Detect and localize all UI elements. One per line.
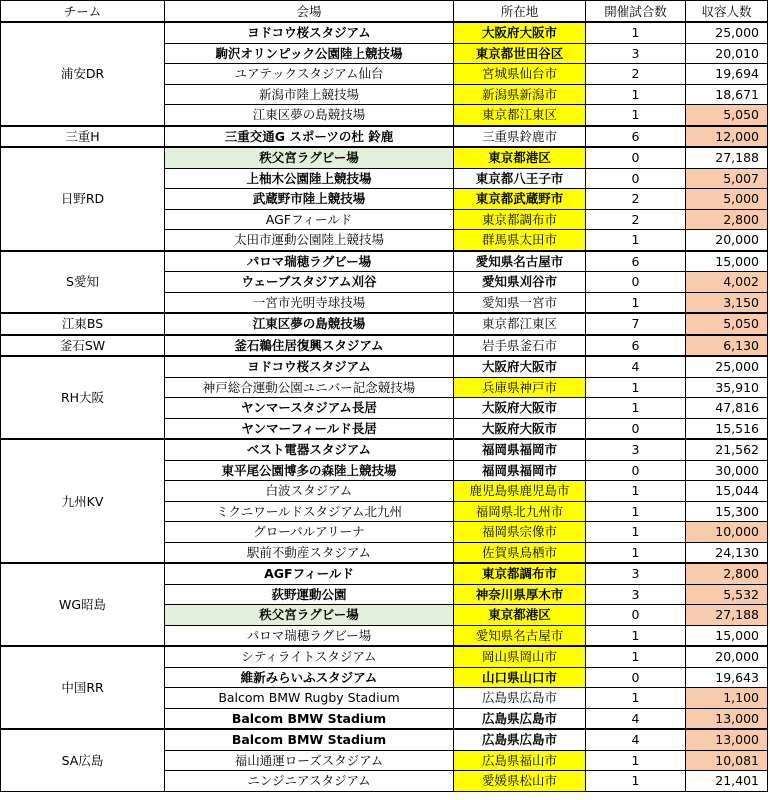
games-cell[interactable]: 4 [586,356,686,377]
location-cell[interactable]: 大阪府大阪市 [454,356,586,377]
venue-cell[interactable]: 荻野運動公園 [165,584,454,605]
table-row [1,147,768,168]
venue-cell[interactable]: Balcom BMW Stadium [165,729,454,750]
games-cell[interactable]: 1 [586,377,686,398]
venue-cell[interactable]: パロマ瑞穂ラグビー場 [165,251,454,272]
table-row [1,729,768,750]
location-cell[interactable]: 愛知県刈谷市 [454,272,586,293]
venue-cell[interactable]: Balcom BMW Stadium [165,708,454,729]
capacity-cell[interactable]: 5,050 [686,313,768,335]
games-cell[interactable]: 1 [586,771,686,792]
location-cell[interactable]: 広島県広島市 [454,688,586,709]
location-cell[interactable]: 広島県広島市 [454,729,586,750]
games-cell[interactable]: 1 [586,22,686,43]
capacity-cell[interactable]: 2,800 [686,563,768,584]
games-cell[interactable]: 7 [586,313,686,335]
location-cell[interactable]: 宮城県仙台市 [454,64,586,85]
venue-cell[interactable]: ベスト電器スタジアム [165,439,454,460]
venue-cell[interactable]: Balcom BMW Rugby Stadium [165,688,454,709]
table-row [1,356,768,377]
venue-cell[interactable]: 駅前不動産スタジアム [165,542,454,563]
venue-cell[interactable]: 駒沢オリンピック公園陸上競技場 [165,43,454,64]
location-cell[interactable]: 山口県山口市 [454,667,586,688]
games-cell[interactable]: 6 [586,251,686,272]
venue-cell[interactable]: 江東区夢の島競技場 [165,313,454,335]
games-cell[interactable]: 1 [586,522,686,543]
location-cell[interactable]: 大阪府大阪市 [454,398,586,419]
table-row [1,646,768,667]
venue-cell[interactable]: シティライトスタジアム [165,646,454,667]
capacity-cell[interactable]: 6,130 [686,335,768,357]
venue-cell[interactable]: 上柚木公園陸上競技場 [165,168,454,189]
table-row [1,439,768,460]
team-cell[interactable]: 中国RR [1,646,165,729]
location-cell[interactable]: 鹿児島県鹿児島市 [454,481,586,502]
games-cell[interactable]: 1 [586,105,686,126]
venue-cell[interactable]: 三重交通G スポーツの杜 鈴鹿 [165,126,454,148]
games-cell[interactable]: 0 [586,272,686,293]
venue-cell[interactable]: ミクニワールドスタジアム北九州 [165,501,454,522]
venue-cell[interactable]: 維新みらいふスタジアム [165,667,454,688]
header-games[interactable]: 開催試合数 [586,1,686,23]
capacity-cell[interactable]: 27,188 [686,605,768,626]
capacity-cell[interactable]: 5,007 [686,168,768,189]
venue-cell[interactable]: 太田市運動公園陸上競技場 [165,230,454,251]
location-cell[interactable]: 佐賀県鳥栖市 [454,542,586,563]
games-cell[interactable]: 0 [586,418,686,439]
games-cell[interactable]: 4 [586,729,686,750]
capacity-cell[interactable]: 47,816 [686,398,768,419]
location-cell[interactable]: 愛媛県松山市 [454,771,586,792]
games-cell[interactable]: 0 [586,168,686,189]
location-cell[interactable]: 愛知県名古屋市 [454,625,586,646]
location-cell[interactable]: 大阪府大阪市 [454,22,586,43]
location-cell[interactable]: 群馬県太田市 [454,230,586,251]
location-cell[interactable]: 岩手県釜石市 [454,335,586,357]
location-cell[interactable]: 東京都江東区 [454,313,586,335]
venue-cell[interactable]: 新潟市陸上競技場 [165,84,454,105]
location-cell[interactable]: 広島県福山市 [454,750,586,771]
capacity-cell[interactable]: 5,050 [686,105,768,126]
location-cell[interactable]: 東京都港区 [454,605,586,626]
location-cell[interactable]: 広島県広島市 [454,708,586,729]
capacity-cell[interactable]: 4,002 [686,272,768,293]
venue-cell[interactable]: パロマ瑞穂ラグビー場 [165,625,454,646]
team-cell[interactable]: 日野RD [1,147,165,251]
games-cell[interactable]: 1 [586,542,686,563]
games-cell[interactable]: 3 [586,584,686,605]
capacity-cell[interactable]: 25,000 [686,356,768,377]
capacity-cell[interactable]: 15,300 [686,501,768,522]
location-cell[interactable]: 愛知県一宮市 [454,292,586,313]
venue-cell[interactable]: 釜石鵜住居復興スタジアム [165,335,454,357]
header-location[interactable]: 所在地 [454,1,586,23]
games-cell[interactable]: 1 [586,84,686,105]
games-cell[interactable]: 2 [586,189,686,210]
games-cell[interactable]: 6 [586,126,686,148]
games-cell[interactable]: 2 [586,209,686,230]
capacity-cell[interactable]: 27,188 [686,147,768,168]
capacity-cell[interactable]: 15,044 [686,481,768,502]
team-cell[interactable]: WG昭島 [1,563,165,646]
venue-cell[interactable]: AGFフィールド [165,563,454,584]
venue-cell[interactable]: 白波スタジアム [165,481,454,502]
capacity-cell[interactable]: 24,130 [686,542,768,563]
header-team[interactable]: チーム [1,1,165,23]
games-cell[interactable]: 0 [586,605,686,626]
games-cell[interactable]: 1 [586,292,686,313]
capacity-cell[interactable]: 30,000 [686,460,768,481]
location-cell[interactable]: 東京都世田谷区 [454,43,586,64]
games-cell[interactable]: 1 [586,501,686,522]
venue-cell[interactable]: ユアテックスタジアム仙台 [165,64,454,85]
location-cell[interactable]: 福岡県福岡市 [454,460,586,481]
location-cell[interactable]: 東京都調布市 [454,563,586,584]
venue-cell[interactable]: 東平尾公園博多の森陸上競技場 [165,460,454,481]
location-cell[interactable]: 東京都八王子市 [454,168,586,189]
games-cell[interactable]: 0 [586,667,686,688]
games-cell[interactable]: 3 [586,43,686,64]
capacity-cell[interactable]: 19,694 [686,64,768,85]
location-cell[interactable]: 東京都江東区 [454,105,586,126]
games-cell[interactable]: 3 [586,439,686,460]
games-cell[interactable]: 0 [586,460,686,481]
games-cell[interactable]: 1 [586,230,686,251]
venue-cell[interactable]: AGFフィールド [165,209,454,230]
header-row [1,1,768,23]
location-cell[interactable]: 東京都調布市 [454,209,586,230]
location-cell[interactable]: 東京都港区 [454,147,586,168]
table-row [1,313,768,335]
table-row [1,563,768,584]
location-cell[interactable]: 神奈川県厚木市 [454,584,586,605]
venue-cell[interactable]: ヨドコウ桜スタジアム [165,356,454,377]
team-cell[interactable]: 九州KV [1,439,165,563]
capacity-cell[interactable]: 20,010 [686,43,768,64]
games-cell[interactable]: 1 [586,625,686,646]
team-cell[interactable]: 釜石SW [1,335,165,357]
capacity-cell[interactable]: 5,532 [686,584,768,605]
location-cell[interactable]: 新潟県新潟市 [454,84,586,105]
venue-cell[interactable]: ニンジニアスタジアム [165,771,454,792]
games-cell[interactable]: 1 [586,688,686,709]
capacity-cell[interactable]: 1,100 [686,688,768,709]
venue-cell[interactable]: ヤンマースタジアム長居 [165,398,454,419]
team-cell[interactable]: RH大阪 [1,356,165,439]
games-cell[interactable]: 1 [586,750,686,771]
location-cell[interactable]: 福岡県宗像市 [454,522,586,543]
capacity-cell[interactable]: 25,000 [686,22,768,43]
games-cell[interactable]: 1 [586,646,686,667]
header-capacity[interactable]: 収容人数 [686,1,768,23]
team-cell[interactable]: 三重H [1,126,165,148]
location-cell[interactable]: 東京都武蔵野市 [454,189,586,210]
location-cell[interactable]: 岡山県岡山市 [454,646,586,667]
capacity-cell[interactable]: 15,000 [686,625,768,646]
venue-cell[interactable]: ウェーブスタジアム刈谷 [165,272,454,293]
games-cell[interactable]: 0 [586,147,686,168]
games-cell[interactable]: 2 [586,64,686,85]
capacity-cell[interactable]: 3,150 [686,292,768,313]
capacity-cell[interactable]: 15,000 [686,251,768,272]
table-body [1,22,768,791]
capacity-cell[interactable]: 19,643 [686,667,768,688]
capacity-cell[interactable]: 20,000 [686,646,768,667]
team-cell[interactable]: SA広島 [1,729,165,791]
venue-cell[interactable]: 神戸総合運動公園ユニバー記念競技場 [165,377,454,398]
team-cell[interactable]: 江東BS [1,313,165,335]
capacity-cell[interactable]: 13,000 [686,729,768,750]
capacity-cell[interactable]: 5,000 [686,189,768,210]
header-venue[interactable]: 会場 [165,1,454,23]
games-cell[interactable]: 4 [586,708,686,729]
table-row [1,335,768,357]
games-cell[interactable]: 1 [586,481,686,502]
capacity-cell[interactable]: 35,910 [686,377,768,398]
table-row [1,22,768,43]
venue-cell[interactable]: 一宮市光明寺球技場 [165,292,454,313]
capacity-cell[interactable]: 2,800 [686,209,768,230]
team-cell[interactable]: S愛知 [1,251,165,314]
capacity-cell[interactable]: 18,671 [686,84,768,105]
capacity-cell[interactable]: 12,000 [686,126,768,148]
table-row [1,126,768,148]
capacity-cell[interactable]: 20,000 [686,230,768,251]
venue-cell[interactable]: グローバルアリーナ [165,522,454,543]
games-cell[interactable]: 1 [586,398,686,419]
team-cell[interactable]: 浦安DR [1,22,165,126]
capacity-cell[interactable]: 21,562 [686,439,768,460]
venue-cell[interactable]: 武蔵野市陸上競技場 [165,189,454,210]
table-row [1,251,768,272]
capacity-cell[interactable]: 15,516 [686,418,768,439]
location-cell[interactable]: 三重県鈴鹿市 [454,126,586,148]
venue-cell[interactable]: ヨドコウ桜スタジアム [165,22,454,43]
location-cell[interactable]: 福岡県福岡市 [454,439,586,460]
venue-cell[interactable]: 福山通運ローズスタジアム [165,750,454,771]
capacity-cell[interactable]: 10,000 [686,522,768,543]
location-cell[interactable]: 愛知県名古屋市 [454,251,586,272]
capacity-cell[interactable]: 10,081 [686,750,768,771]
venue-cell[interactable]: 秩父宮ラグビー場 [165,147,454,168]
venue-cell[interactable]: 秩父宮ラグビー場 [165,605,454,626]
location-cell[interactable]: 兵庫県神戸市 [454,377,586,398]
games-cell[interactable]: 6 [586,335,686,357]
location-cell[interactable]: 大阪府大阪市 [454,418,586,439]
capacity-cell[interactable]: 13,000 [686,708,768,729]
venue-cell[interactable]: 江東区夢の島競技場 [165,105,454,126]
games-cell[interactable]: 3 [586,563,686,584]
capacity-cell[interactable]: 21,401 [686,771,768,792]
venue-cell[interactable]: ヤンマーフィールド長居 [165,418,454,439]
location-cell[interactable]: 福岡県北九州市 [454,501,586,522]
